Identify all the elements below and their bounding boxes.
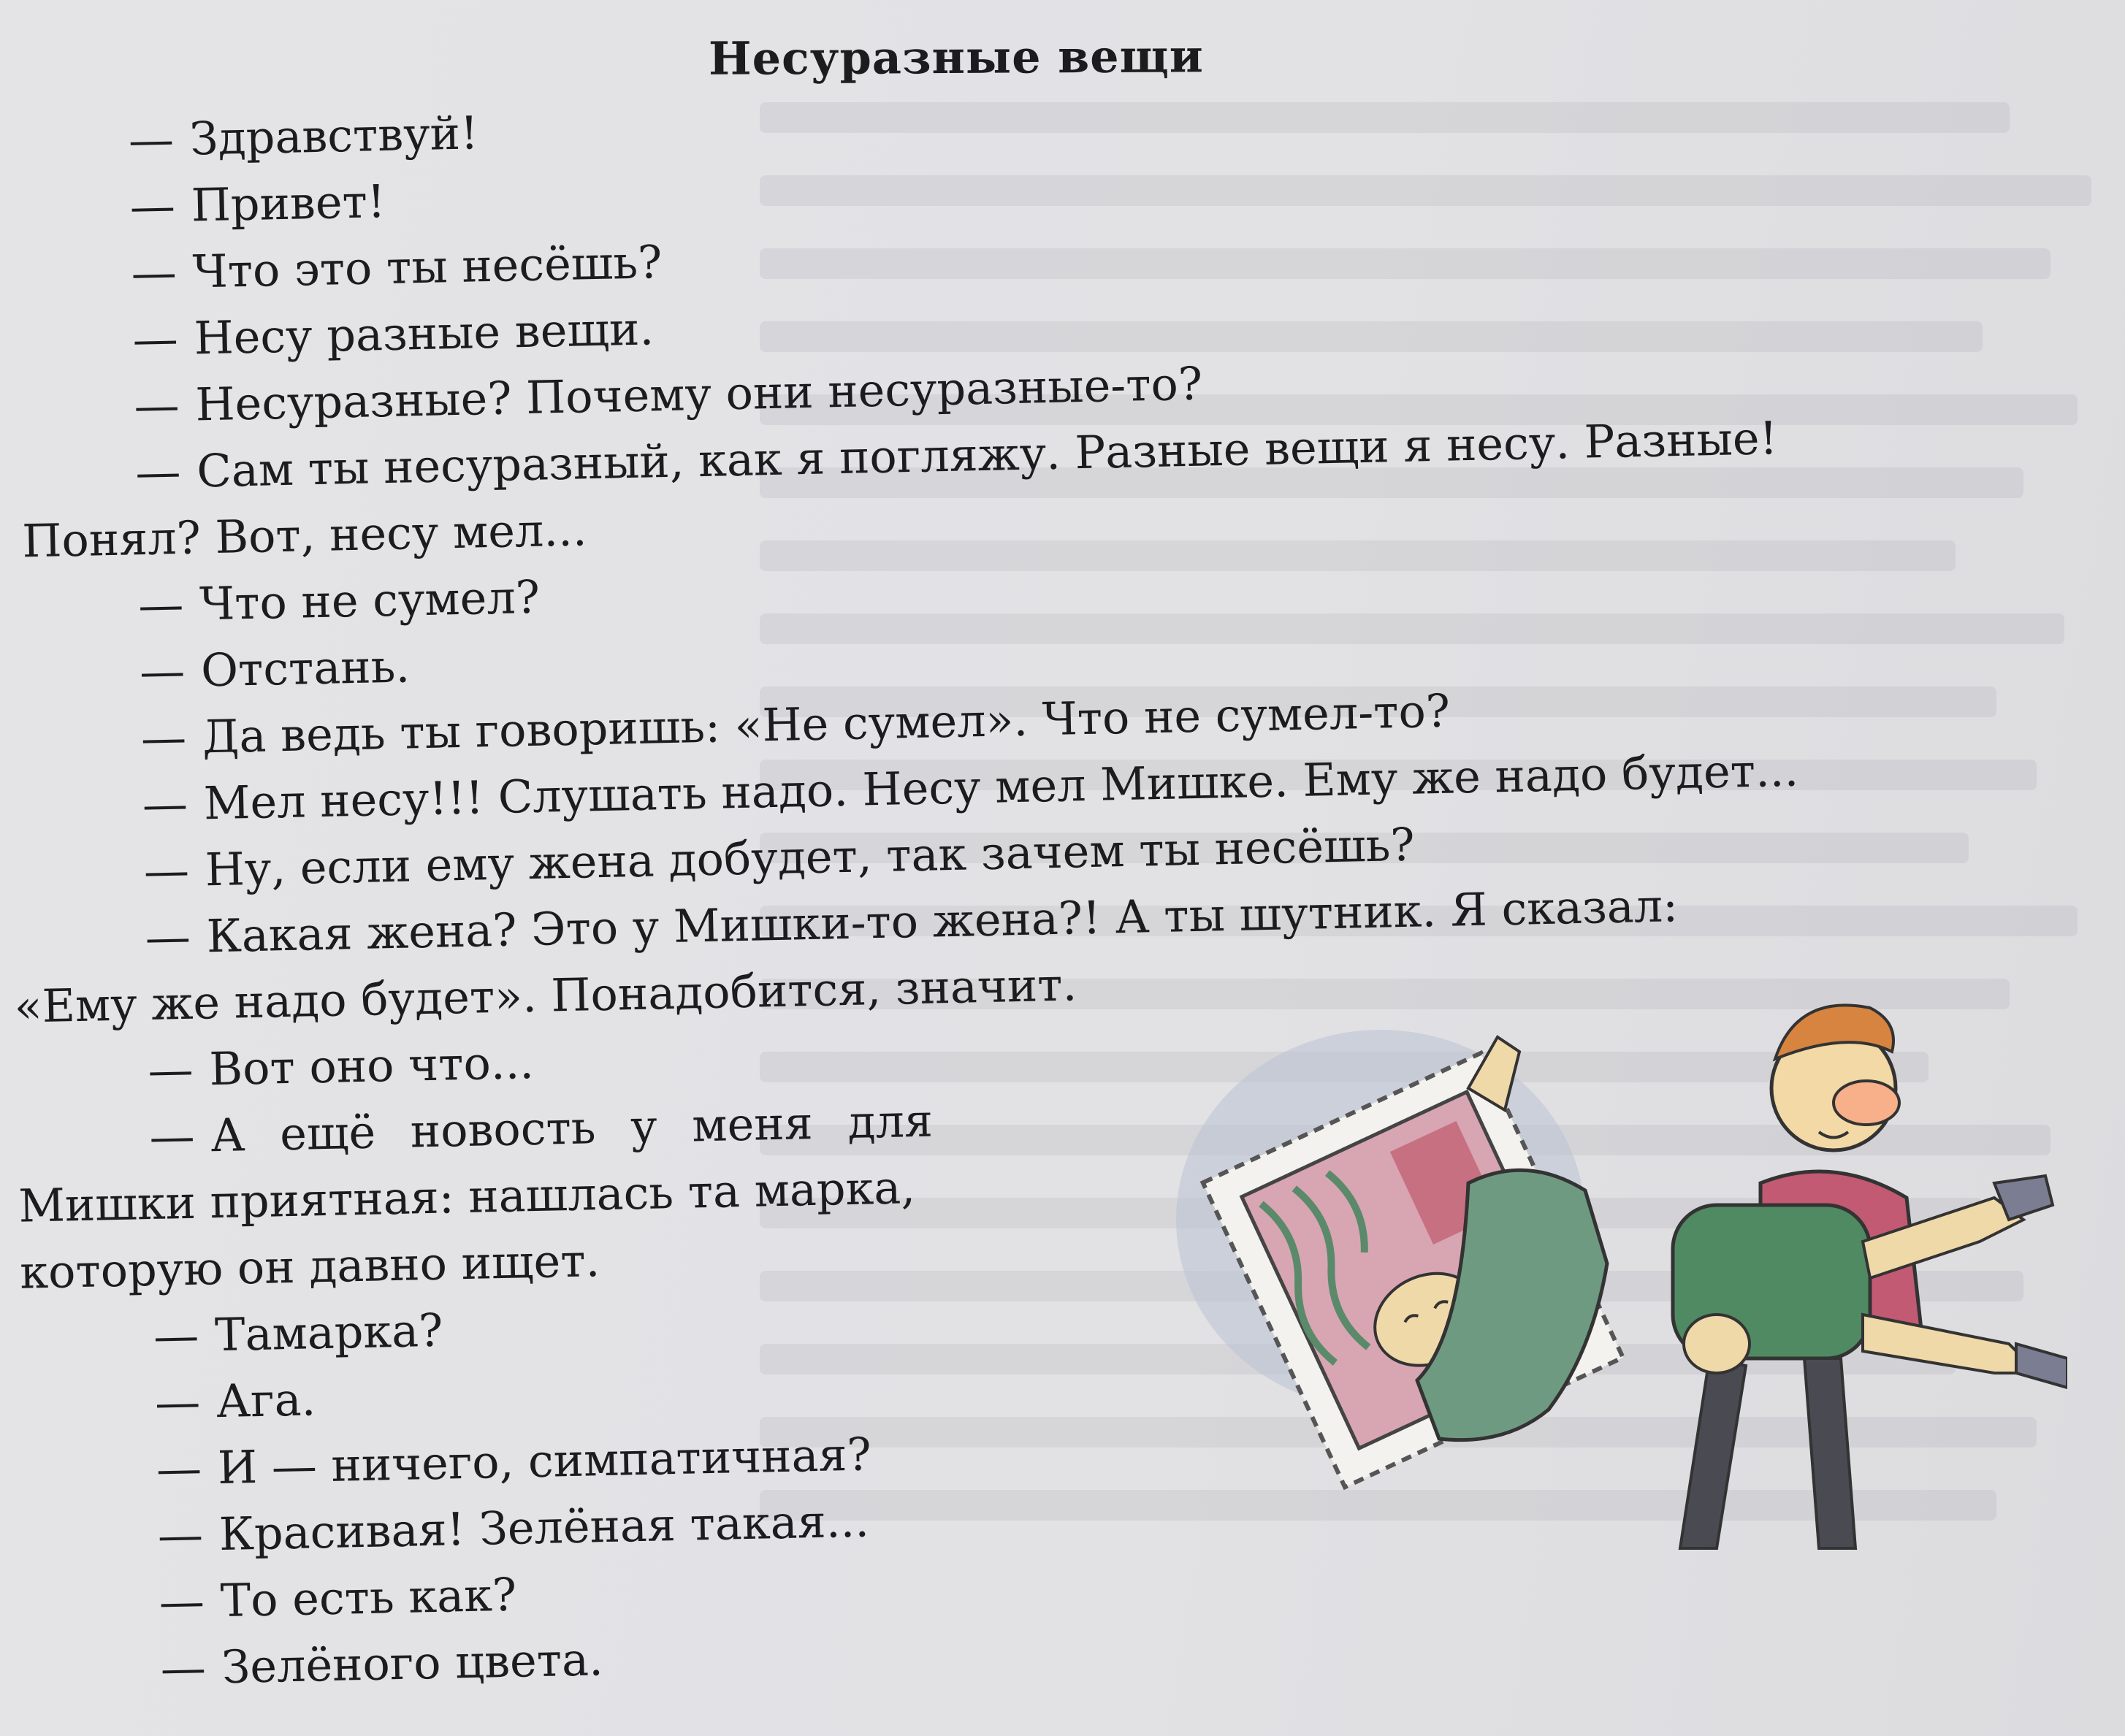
page-title: Несуразные вещи — [708, 29, 1204, 85]
dialogue-line: — Какая жена? Это у Мишки-то жена?! А ты шутник. Я сказал: — [145, 879, 1679, 965]
dialogue-line: — То есть как? — [159, 1567, 517, 1629]
dialogue-line: — Что не сумел? — [137, 570, 541, 632]
dialogue-line: — Зелёного цвета. — [159, 1632, 604, 1695]
continuation-line: Понял? Вот, несу мел... — [21, 502, 588, 568]
continuation-line: которую он давно ищет. — [19, 1234, 600, 1299]
dialogue-line: — Вот оно что... — [147, 1035, 535, 1098]
dialogue-line: — А ещё новость у меня для — [148, 1093, 934, 1164]
dialogue-line: — Несуразные? Почему они несуразные-то? — [133, 356, 1203, 433]
illustration-man-carrying-stamp — [1161, 1001, 2067, 1556]
dialogue-line: — Ага. — [154, 1372, 316, 1429]
dialogue-line: — Несу разные вещи. — [131, 302, 655, 367]
dialogue-line: — Отстань. — [139, 639, 411, 699]
dialogue-line: — Да ведь ты говоришь: «Не сумел». Что не сумел-то? — [140, 684, 1451, 765]
dialogue-line: — Ну, если ему жена добудет, так зачем ты несёшь? — [143, 817, 1416, 898]
man-figure — [1673, 1005, 2067, 1548]
dialogue-line: — Мел несу!!! Слушать надо. Несу мел Мишке. Ему же надо будет... — [142, 743, 1799, 832]
dialogue-line: — Красивая! Зелёная такая... — [157, 1494, 870, 1562]
dialogue-line: — Привет! — [129, 174, 386, 234]
dialogue-line: — И — ничего, симпатичная? — [156, 1427, 872, 1496]
dialogue-line: — Сам ты несуразный, как я погляжу. Разные вещи я несу. Разные! — [134, 411, 1779, 500]
dialogue-line: — Здравствуй! — [128, 106, 479, 167]
continuation-line: Мишки приятная: нашлась та марка, — [18, 1160, 916, 1233]
continuation-line: «Ему же надо будет». Понадобится, значит. — [13, 957, 1077, 1033]
dialogue-line: — Что это ты несёшь? — [130, 235, 663, 300]
dialogue-line: — Тамарка? — [153, 1303, 444, 1363]
